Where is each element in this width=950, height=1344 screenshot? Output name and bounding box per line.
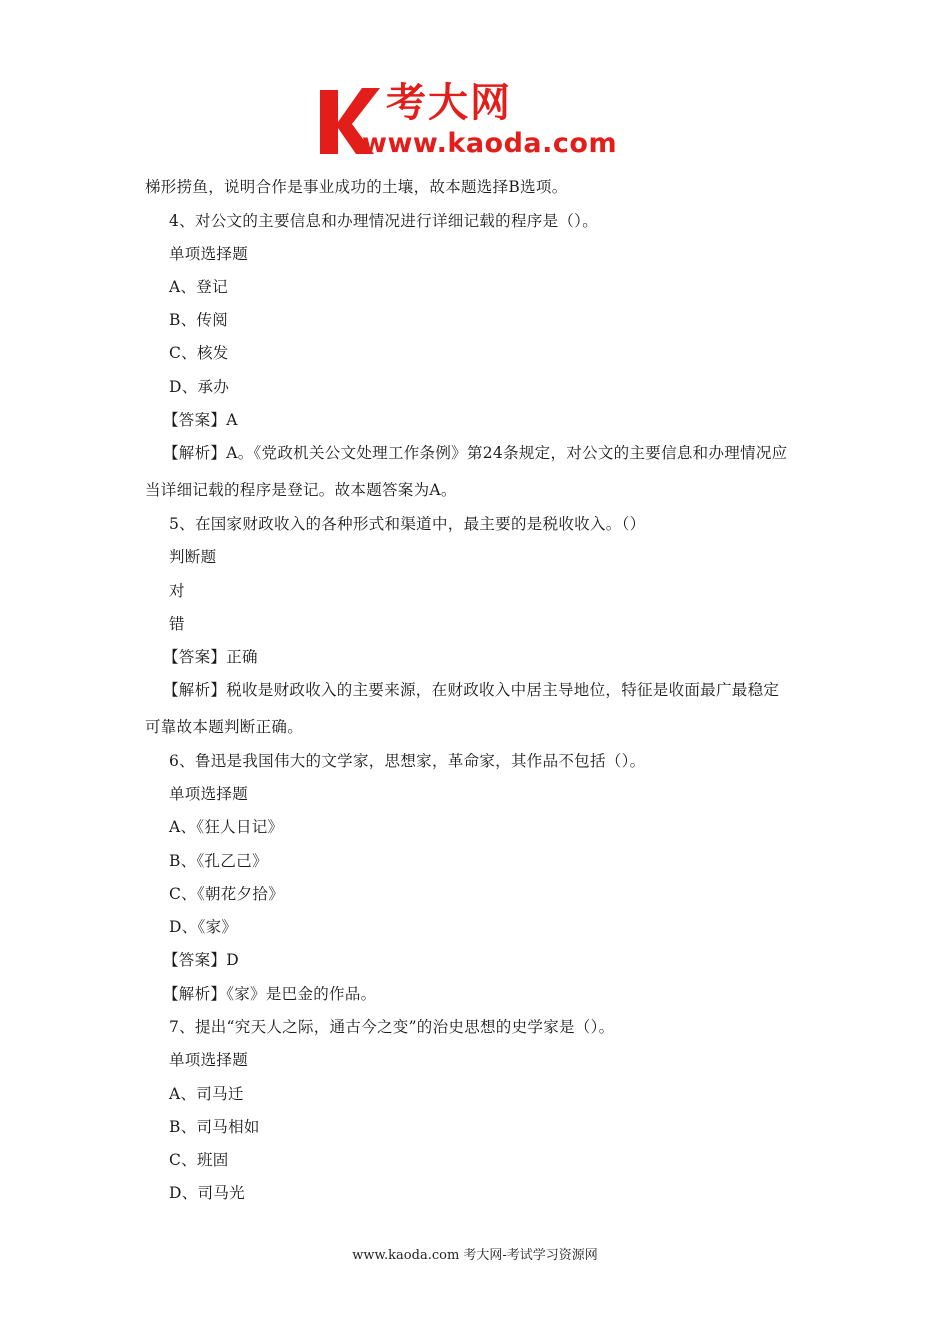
option-a: A、《狂人日记》: [169, 818, 284, 836]
question-7: 7、提出“究天人之际，通古今之变”的治史思想的史学家是（）。: [169, 1018, 615, 1036]
analysis-continued: 可靠故本题判断正确。: [145, 718, 304, 736]
option-a: A、司马迁: [169, 1085, 244, 1103]
analysis: 【解析】《家》是巴金的作品。: [163, 985, 377, 1003]
analysis-continued: 当详细记载的程序是登记。故本题答案为A。: [145, 481, 457, 499]
analysis: 【解析】A。《党政机关公文处理工作条例》第24条规定，对公文的主要信息和办理情况应: [163, 444, 788, 462]
question-type: 判断题: [169, 548, 217, 566]
option-b: B、司马相如: [169, 1118, 260, 1136]
question-type: 单项选择题: [169, 785, 249, 803]
question-4: 4、对公文的主要信息和办理情况进行详细记载的程序是（）。: [169, 212, 599, 230]
option-d: D、司马光: [169, 1184, 245, 1202]
question-6: 6、鲁迅是我国伟大的文学家，思想家，革命家，其作品不包括（）。: [169, 752, 646, 770]
page-footer: www.kaoda.com 考大网-考试学习资源网: [352, 1248, 598, 1263]
question-type: 单项选择题: [169, 1051, 249, 1069]
option-c: C、班固: [169, 1151, 229, 1169]
option-false: 错: [169, 615, 185, 633]
option-a: A、登记: [169, 278, 228, 296]
option-b: B、传阅: [169, 311, 229, 329]
logo-chinese-text: 考大网: [386, 80, 512, 126]
question-5: 5、在国家财政收入的各种形式和渠道中，最主要的是税收收入。（）: [169, 515, 646, 533]
answer: 【答案】A: [163, 411, 238, 429]
answer: 【答案】D: [163, 951, 239, 969]
option-true: 对: [169, 582, 185, 600]
option-c: C、核发: [169, 344, 229, 362]
analysis: 【解析】税收是财政收入的主要来源，在财政收入中居主导地位，特征是收面最广最稳定: [163, 681, 780, 699]
option-c: C、《朝花夕拾》: [169, 885, 285, 903]
question-type: 单项选择题: [169, 245, 249, 263]
kaoda-logo: [318, 80, 638, 160]
answer: 【答案】正确: [163, 648, 258, 666]
option-d: D、承办: [169, 378, 230, 396]
logo-url-text: www.kaoda.com: [362, 128, 618, 159]
option-d: D、《家》: [169, 918, 238, 936]
text-line: 梯形捞鱼，说明合作是事业成功的土壤，故本题选择B选项。: [145, 178, 568, 196]
option-b: B、《孔乙己》: [169, 852, 268, 870]
